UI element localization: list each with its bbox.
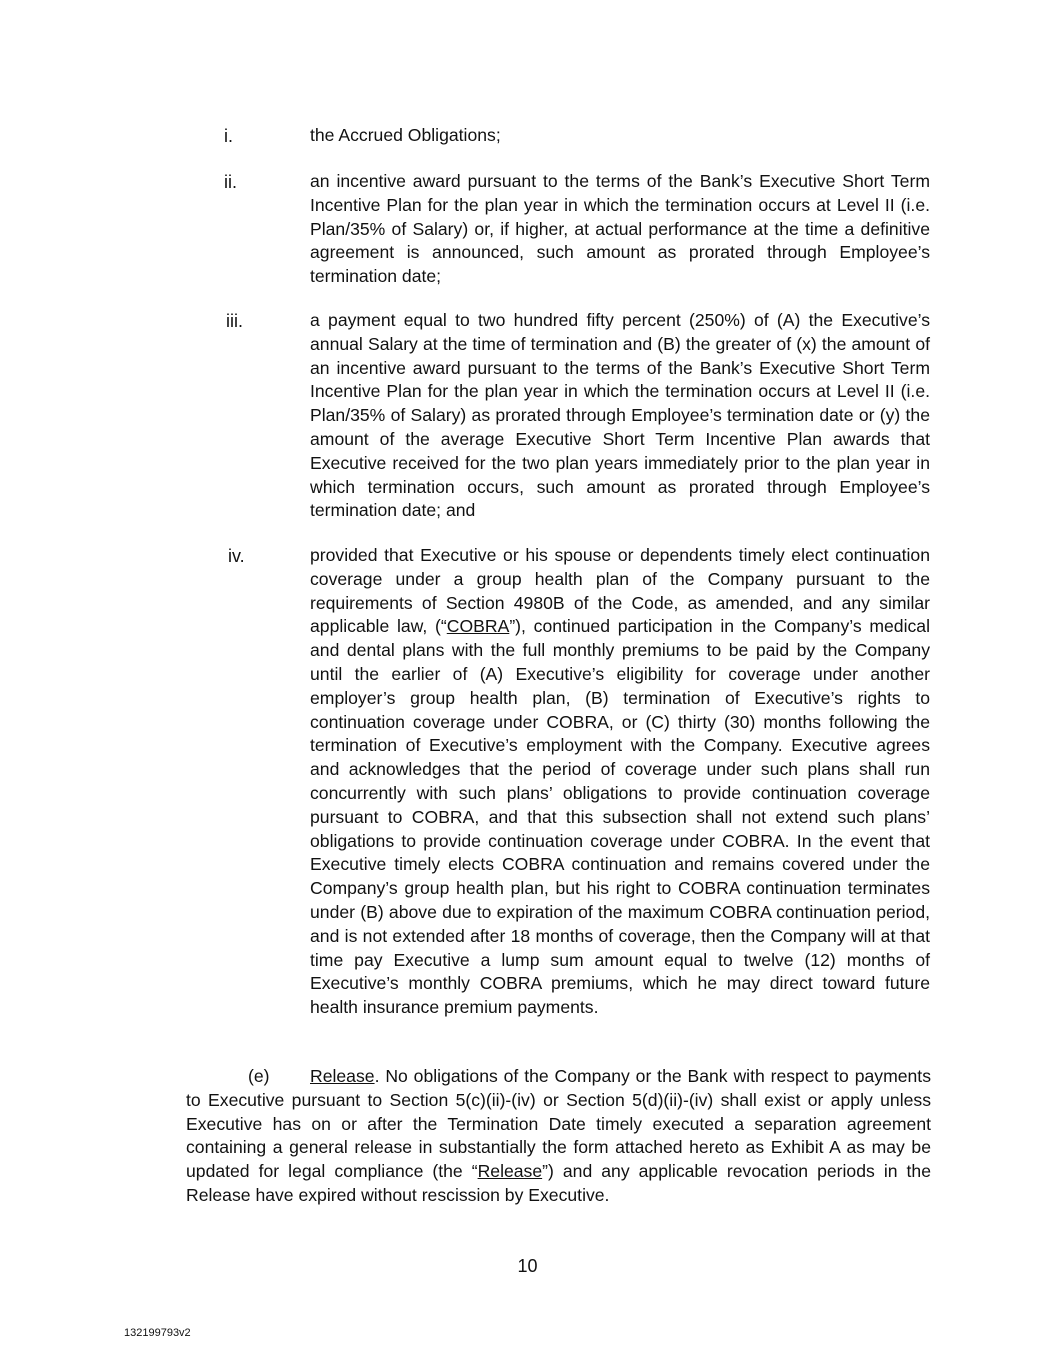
- list-numeral: i.: [224, 126, 233, 146]
- release-paragraph: [186, 1065, 931, 1208]
- list-numeral: iv.: [228, 546, 245, 566]
- document-id: 132199793v2: [124, 1327, 191, 1339]
- page-number: 10: [517, 1256, 538, 1276]
- paragraph-text-after: ”) and any applicable revocation periods in the Release have expired without rescission by Executive.: [186, 1161, 931, 1205]
- list-item-text: an incentive award pursuant to the terms of the Bank’s Executive Short Term Incentive Plan for the plan year in which the termination occurs at Level II (i.e. Plan/35% of Salary) or, if higher, at actual performance at the time a definitive agreement is announced, such amount as prorated through Employee’s termination date;: [310, 171, 930, 287]
- list-item-text-after: ”), continued participation in the Company’s medical and dental plans with the full monthly premiums to be paid by the Company until the earlier of (A) Executive’s eligibility for coverage under another employer’s group health plan, (B) termination of Executive’s rights to continuation coverage under COBRA, or (C) thirty (30) months following the termination of Executive’s employment with the Company. Executive agrees and acknowledges that the period of coverage under such plans shall run concurrently with such plans’ obligations to provide continuation coverage pursuant to COBRA, and that this subsection shall not extend such plans’ obligations to provide continuation coverage under COBRA. In the event that Executive timely elects COBRA continuation and remains covered under the Company’s group health plan, but his right to COBRA continuation terminates under (B) above due to expiration of the maximum COBRA continuation period, and is not extended after 18 months of coverage, then the Company will at that time pay Executive a lump sum amount equal to twelve (12) months of Executive’s monthly COBRA premiums, which he may direct toward future health insurance premium payments.: [310, 616, 930, 1018]
- list-numeral: ii.: [224, 172, 237, 192]
- paragraph-heading: Release: [310, 1066, 375, 1086]
- paragraph-label: (e): [248, 1066, 270, 1086]
- defined-term-cobra: COBRA: [446, 616, 510, 637]
- list-item-text: a payment equal to two hundred fifty percent (250%) of (A) the Executive’s annual Salary at the time of termination and (B) the greater of (x) the amount of an incentive award pursuant to the terms of the Bank’s Executive Short Term Incentive Plan for the plan year in which the termination occurs at Level II (i.e. Plan/35% of Salary) as prorated through Employee’s termination date or (y) the amount of the average Executive Short Term Incentive Plan awards that Executive received for the two plan years immediately prior to the plan year in which termination occurs, such amount as prorated through Employee’s termination date; and: [310, 310, 930, 521]
- list-item-text-before: provided that Executive or his spouse or dependents timely elect continuation coverage under a group health plan of the Company pursuant to the requirements of Section 4980B of the Code, as amended, and any similar applicable law, (“: [310, 545, 930, 637]
- defined-term-release: Release: [477, 1161, 543, 1182]
- paragraph-text-before: . No obligations of the Company or the Bank with respect to payments to Executive pursuant to Section 5(c)(ii)-(iv) or Section 5(d)(ii)-(iv) shall exist or apply unless Executive has on or after the Termination Date timely executed a separation agreement containing a general release in substantially the form attached hereto as Exhibit A as may be updated for legal compliance (the “: [186, 1066, 931, 1182]
- list-numeral: iii.: [226, 311, 243, 331]
- list-item-text: [310, 544, 930, 1020]
- list-item-text: the Accrued Obligations;: [310, 125, 501, 145]
